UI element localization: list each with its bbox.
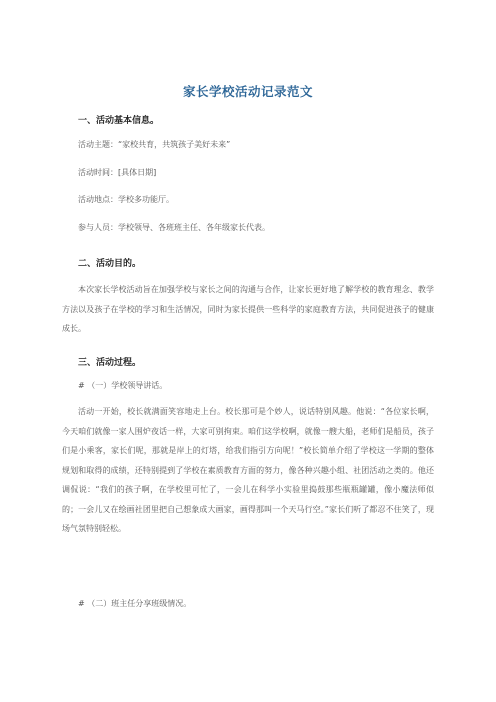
section-heading-process: 三、活动过程。 (78, 358, 142, 368)
section-heading-basic-info: 一、活动基本信息。 (78, 116, 160, 126)
subheading-leader-speech: # （一）学校领导讲话。 (78, 381, 168, 390)
activity-theme: 活动主题：“家校共育，共筑孩子美好未来” (78, 140, 231, 149)
page-title: 家长学校活动记录范文 (182, 84, 313, 99)
activity-place: 活动地点：学校多功能厅。 (78, 195, 174, 204)
section-heading-purpose: 二、活动目的。 (78, 259, 142, 269)
subheading-class-sharing: # （二）班主任分享班级情况。 (78, 599, 192, 608)
leader-speech-paragraph: 活动一开始，校长就满面笑容地走上台。校长那可是个妙人，说话特别风趣。他说：“各位家长啊，今天咱们就像一家人围炉夜话一样，大家可别拘束。咱们这学校啊，就像一艘大船，老师们是船员，孩子们是小乘客，家长们呢，那就是岸上的灯塔，给我们指引方向呢！”校长简单介绍了学校这一学期的整体规划和取得的成绩，还特别提到了学校在素质教育方面的努力，像各种兴趣小组、社团活动之类的。他还调侃说：“我们的孩子啊，在学校里可忙了，一会儿在科学小实验里捣鼓那些瓶瓶罐罐，像小魔法师似的；一会儿又在绘画社团里把自己想象成大画家，画得那叫一个天马行空。”家长们听了都忍不住笑了，现场气氛特别轻松。 (62, 407, 434, 533)
purpose-paragraph: 本次家长学校活动旨在加强学校与家长之间的沟通与合作，让家长更好地了解学校的教育理念、教学方法以及孩子在学校的学习和生活情况，同时为家长提供一些科学的家庭教育方法，共同促进孩子的健康成长。 (62, 285, 434, 333)
activity-time: 活动时间：[具体日期] (78, 168, 157, 177)
activity-participants: 参与人员：学校领导、各班班主任、各年级家长代表。 (78, 223, 270, 232)
